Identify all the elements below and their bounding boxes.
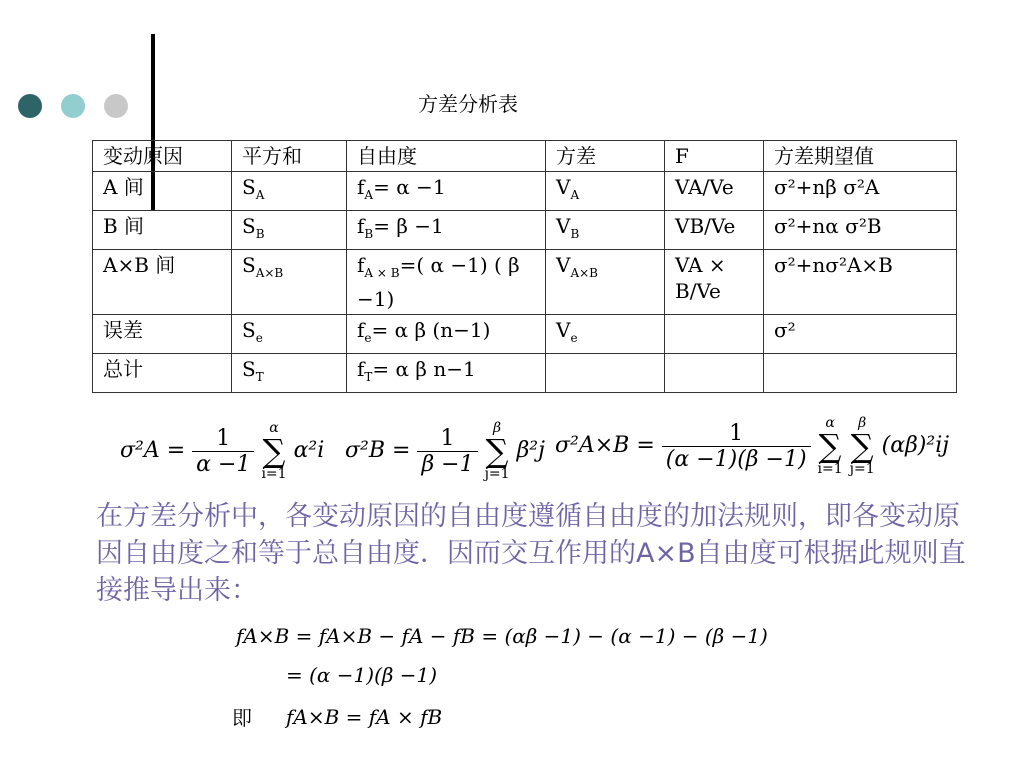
cell-f: VB/Ve [665,211,764,250]
cell-f: VA × B/Ve [665,250,764,315]
table-row [93,250,957,315]
cell-source: B 间 [93,211,232,250]
header-df: 自由度 [347,141,546,172]
cell-em: σ²+nσ²A×B [764,250,957,315]
decor-dot-teal [61,94,85,118]
derivation-line-3: fA×B = fA × fB [286,705,443,729]
derivation-line-2: = (α −1)(β −1) [286,663,438,687]
formula-sigma-a: σ²A = $\frac{1}{\alpha -1}$ α ∑ i=1 α²i [120,420,325,482]
cell-f [665,354,764,393]
anova-table [92,140,957,393]
cell-ss: $S_e$ [232,315,347,354]
cell-f [665,315,764,354]
cell-df: $f_B= \beta -1$ [347,211,546,250]
table-row [93,211,957,250]
table-row [93,315,957,354]
header-ss: 平方和 [232,141,347,172]
explanation-text: 在方差分析中，各变动原因的自由度遵循自由度的加法规则，即各变动原因自由度之和等于总自由度．因而交互作用的A×B自由度可根据此规则直接推导出来： [96,501,966,606]
cell-em: σ²+nβ σ²A [764,172,957,211]
cell-f: VA/Ve [665,172,764,211]
cell-ss: $S_{A\times B}$ [232,250,347,315]
cell-df: $f_{A \times B}=$( α −1) ( β −1) [347,250,546,315]
cell-source: 总计 [93,354,232,393]
derivation-line-1: fA×B = fA×B − fA − fB = (αβ −1) − (α −1) − (β −1) [236,624,768,648]
cell-em [764,354,957,393]
table-row [93,172,957,211]
cell-df: $f_e= \alpha$ β (n−1) [347,315,546,354]
table-header-row [93,141,957,172]
cell-df: $f_A= \alpha -1$ [347,172,546,211]
cell-ms: $V_e$ [546,315,665,354]
table-title: 方差分析表 [418,92,518,116]
cell-ss: $S_A$ [232,172,347,211]
cell-ss: $S_T$ [232,354,347,393]
cell-df: $f_T= \alpha$ β n−1 [347,354,546,393]
cell-source: A 间 [93,172,232,211]
cell-ms [546,354,665,393]
cell-source: 误差 [93,315,232,354]
cell-ss: $S_B$ [232,211,347,250]
header-source: 变动原因 [93,141,232,172]
cell-ms: $V_{A\times B}$ [546,250,665,315]
derivation-prefix: 即 [232,706,252,730]
cell-source: A×B 间 [93,250,232,315]
decor-dot-dark [18,94,42,118]
cell-em: σ² [764,315,957,354]
header-em: 方差期望值 [764,141,957,172]
table-row [93,354,957,393]
decor-dot-gray [104,94,128,118]
header-ms: 方差 [546,141,665,172]
formula-sigma-b: σ²B = $\frac{1}{\beta -1}$ β ∑ j=1 β²j [345,420,545,482]
cell-ms: $V_A$ [546,172,665,211]
formula-sigma-ab: σ²A×B = $\frac{1}{(\alpha -1)(\beta -1)}$ α ∑ i=1 β ∑ j=1 (αβ)²ij [555,415,950,477]
cell-em: σ²+nα σ²B [764,211,957,250]
cell-ms: $V_B$ [546,211,665,250]
header-f: F [665,141,764,172]
